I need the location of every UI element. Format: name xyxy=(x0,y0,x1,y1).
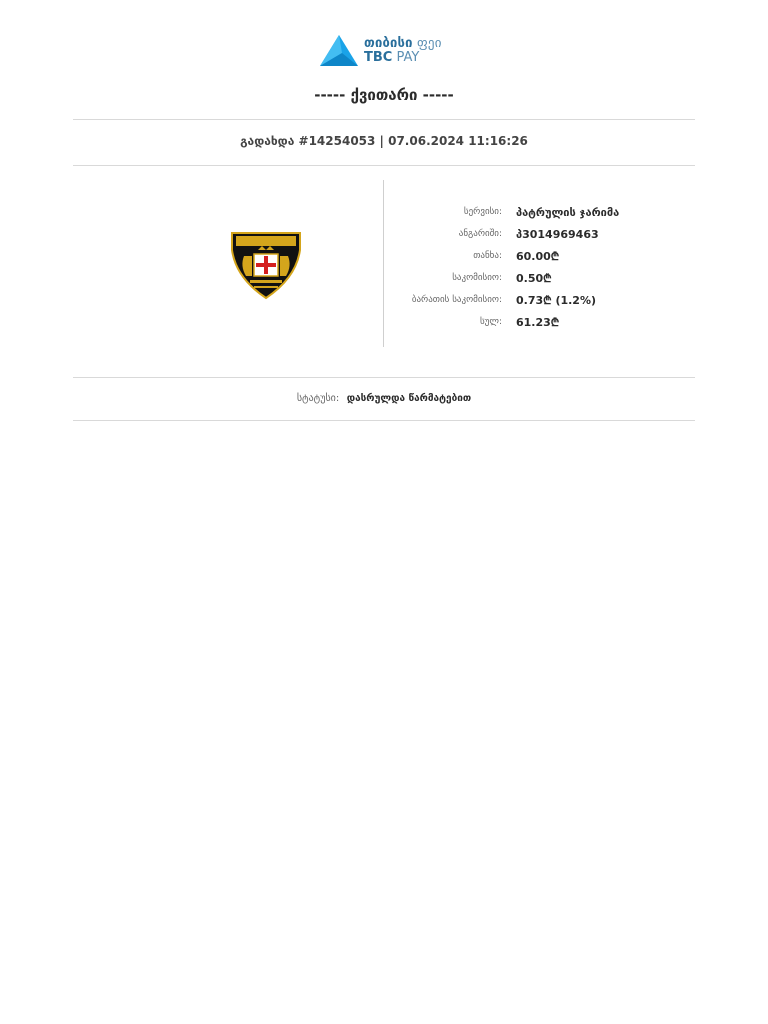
status-value: დასრულდა წარმატებით xyxy=(346,393,472,404)
detail-value: 60.00₾ xyxy=(516,249,560,263)
patrol-police-emblem-icon xyxy=(230,230,302,300)
divider-status-top xyxy=(73,377,695,378)
logo-geo-main: თიბისი xyxy=(364,36,413,51)
detail-label: თანხა: xyxy=(473,251,502,261)
detail-value: პატრულის ჯარიმა xyxy=(516,205,620,219)
detail-value: პ3014969463 xyxy=(516,227,599,241)
divider-status-bottom xyxy=(73,420,695,421)
status-label: სტატუსი: xyxy=(296,393,340,404)
divider-top xyxy=(73,119,695,120)
detail-label: საკომისიო: xyxy=(452,273,502,283)
divider-mid xyxy=(73,165,695,166)
logo-geo-sub: ფეი xyxy=(417,36,442,51)
logo-lat-sub: PAY xyxy=(396,50,420,65)
detail-row-amount xyxy=(384,245,694,267)
detail-label: სერვისი: xyxy=(463,207,502,217)
detail-row-total xyxy=(384,311,694,333)
detail-label: ბარათის საკომისიო: xyxy=(411,295,502,305)
detail-row-account xyxy=(384,223,694,245)
detail-label: სულ: xyxy=(479,317,502,327)
detail-label: ანგარიში: xyxy=(458,229,502,239)
detail-value: 0.50₾ xyxy=(516,271,552,285)
tbc-pay-logo xyxy=(318,33,442,69)
payment-id-datetime: გადახდა #14254053 | 07.06.2024 11:16:26 xyxy=(240,134,528,148)
tbc-triangle-logo-icon xyxy=(318,33,360,69)
payment-details xyxy=(384,201,694,333)
detail-row-service xyxy=(384,201,694,223)
detail-row-card-commission xyxy=(384,289,694,311)
detail-value: 0.73₾ (1.2%) xyxy=(516,293,597,307)
detail-value: 61.23₾ xyxy=(516,315,560,329)
receipt-title: ----- ქვითარი ----- xyxy=(314,86,454,104)
detail-row-commission xyxy=(384,267,694,289)
status-line xyxy=(0,391,768,404)
logo-lat-main: TBC xyxy=(364,50,393,65)
logo-wordmark xyxy=(364,37,442,65)
